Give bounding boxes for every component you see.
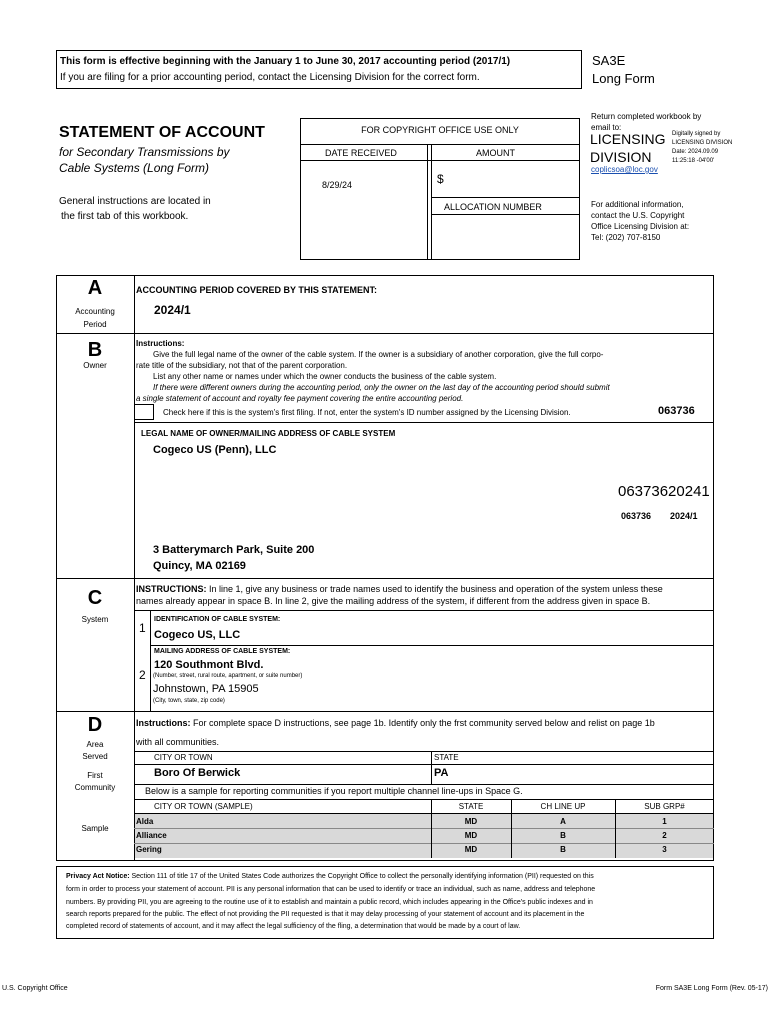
date-received-value: 8/29/24	[322, 180, 353, 190]
space-d-instr-bold: Instructions:	[136, 718, 191, 728]
space-d-instr2: with all communities.	[136, 737, 220, 747]
sample-row-lineup: B	[560, 845, 566, 854]
sample-header-city: CITY OR TOWN (SAMPLE)	[154, 802, 253, 811]
sample-row-state: MD	[464, 831, 478, 840]
owner-id-small: 063736	[621, 511, 652, 521]
owner-address1: 3 Batterymarch Park, Suite 200	[153, 544, 315, 556]
return-line2: email to:	[591, 123, 622, 132]
sample-row-subgrp: 2	[662, 831, 667, 840]
owner-period-small: 2024/1	[670, 511, 698, 521]
sample-header-subgrp: SUB GRP#	[644, 802, 685, 811]
space-b-letter: B	[87, 339, 103, 361]
space-d-instr-rest: For complete space D instructions, see page 1b. Identify only the frst community served below and relist on page 1b	[190, 718, 655, 728]
first-filing-checkbox[interactable]	[134, 404, 154, 420]
contact-line1: For additional information,	[591, 200, 684, 209]
privacy-line1	[66, 873, 594, 880]
privacy-line4: search reports prepared for the public. The effect of not providing the PII requested is that it may delay processing of your statement of account and its placement in the	[66, 911, 585, 918]
system-street: 120 Southmont Blvd.	[154, 659, 264, 671]
space-b-instr3: List any other name or names under which the owner conducts the business of the cable system.	[153, 372, 497, 381]
system-city: Johnstown, PA 15905	[153, 683, 259, 695]
state-label: STATE	[434, 753, 459, 762]
sample-header-chlineup: CH LINE UP	[540, 802, 586, 811]
space-d-label4: Community	[74, 783, 116, 792]
system-id-value: 063736	[658, 405, 695, 417]
owner-address2: Quincy, MA 02169	[153, 560, 246, 572]
contact-line4: Tel: (202) 707-8150	[591, 233, 661, 242]
city-or-town-label: CITY OR TOWN	[154, 753, 213, 762]
signature-meta1: Digitally signed by	[672, 131, 721, 137]
ident-label: IDENTIFICATION OF CABLE SYSTEM:	[154, 616, 281, 623]
signature-meta4: 11:25:18 -04'00'	[672, 158, 715, 164]
space-a-label1: Accounting	[75, 307, 115, 316]
space-a-letter: A	[87, 277, 103, 299]
line2-number: 2	[139, 668, 146, 682]
first-community-state: PA	[434, 767, 449, 779]
space-d-letter: D	[87, 714, 103, 736]
street-hint: (Number, street, rural route, apartment, or suite number)	[153, 673, 303, 679]
page-title: STATEMENT OF ACCOUNT	[59, 124, 265, 141]
legal-name-label: LEGAL NAME OF OWNER/MAILING ADDRESS OF CABLE SYSTEM	[141, 429, 396, 438]
prior-period-line: If you are filing for a prior accounting period, contact the Licensing Division for the correct form.	[60, 72, 480, 83]
privacy-line1-text: Section 111 of title 17 of the United States Code authorizes the Copyright Office to collect the personally identifying information (PII) requested on this	[129, 873, 594, 880]
sample-row-lineup: B	[560, 831, 566, 840]
sample-row-state: MD	[464, 817, 478, 826]
first-filing-text: Check here if this is the system's first filing. If not, enter the system's ID number assigned by the Licensing Division.	[163, 408, 571, 417]
line1-number: 1	[139, 621, 146, 635]
accounting-period-value: 2024/1	[154, 303, 191, 317]
space-b-label: Owner	[83, 361, 107, 370]
title-sub1: for Secondary Transmissions by	[59, 145, 230, 159]
general-instr2: the first tab of this workbook.	[61, 211, 189, 222]
sample-header-state: STATE	[458, 802, 484, 811]
allocation-label: ALLOCATION NUMBER	[444, 202, 542, 212]
footer-right: Form SA3E Long Form (Rev. 05-17)	[655, 985, 768, 992]
general-instr1: General instructions are located in	[59, 196, 211, 207]
contact-line2: contact the U.S. Copyright	[591, 211, 685, 220]
mailing-label: MAILING ADDRESS OF CABLE SYSTEM:	[154, 648, 291, 655]
signature-word1: LICENSING	[590, 131, 666, 147]
space-a-label2: Period	[83, 320, 107, 329]
contact-line3: Office Licensing Division at:	[591, 222, 690, 231]
sample-row-city: Alliance	[136, 831, 167, 840]
space-d-label2: Served	[82, 752, 108, 761]
sample-row-lineup: A	[560, 817, 566, 826]
sample-label: Sample	[81, 824, 109, 833]
cable-system-name: Cogeco US, LLC	[154, 629, 241, 641]
space-b-instr-title: Instructions:	[136, 339, 185, 348]
sample-row-city: Gering	[136, 845, 162, 854]
form-code: SA3E	[592, 53, 626, 68]
space-c-instr1	[136, 584, 663, 594]
space-c-instr-rest: In line 1, give any business or trade names used to identify the business and operation of the system unless these	[206, 584, 663, 594]
amount-label: AMOUNT	[476, 148, 515, 158]
space-c-label: System	[81, 615, 109, 624]
date-received-label: DATE RECEIVED	[325, 148, 397, 158]
owner-big-id: 06373620241	[618, 483, 710, 500]
city-hint: (City, town, state, zip code)	[153, 698, 225, 704]
owner-name: Cogeco US (Penn), LLC	[153, 444, 277, 456]
sample-row-subgrp: 1	[662, 817, 667, 826]
privacy-line5: completed record of statements of account, and it may affect the legal sufficiency of the fling, a determination that would be made by a court of law.	[66, 923, 521, 930]
space-d-label3: First	[87, 771, 103, 780]
space-b-instr5: a single statement of account and royalty fee payment covering the entire accounting period.	[136, 394, 464, 403]
space-d-instr1	[136, 718, 655, 728]
signature-meta3: Date: 2024.09.09	[672, 149, 719, 155]
office-use-heading: FOR COPYRIGHT OFFICE USE ONLY	[361, 125, 519, 135]
privacy-bold: Privacy Act Notice:	[66, 873, 130, 880]
space-c-instr-bold: INSTRUCTIONS:	[136, 584, 207, 594]
space-d-label1: Area	[86, 740, 104, 749]
email-link[interactable]: coplicsoa@loc.gov	[591, 165, 658, 174]
amount-symbol: $	[437, 172, 444, 186]
footer-left: U.S. Copyright Office	[2, 985, 68, 992]
privacy-line3: numbers. By providing PII, you are agreeing to the routine use of it to establish and maintain a public record, which includes appearing in the Office's public indexes and in	[66, 899, 593, 906]
space-b-instr1: Give the full legal name of the owner of the cable system. If the owner is a subsidiary of another corporation, give the full corpo-	[153, 350, 604, 359]
effective-line: This form is effective beginning with the January 1 to June 30, 2017 accounting period (2017/1)	[60, 56, 511, 67]
sample-row-subgrp: 3	[662, 845, 667, 854]
space-a-heading: ACCOUNTING PERIOD COVERED BY THIS STATEMENT:	[136, 285, 378, 295]
privacy-line2: form in order to process your statement of account. PII is any personal information that can be used to identify or trace an individual, such as name, address and telephone	[66, 886, 596, 893]
space-b-instr2: rate title of the subsidiary, not that of the parent corporation.	[136, 361, 348, 370]
first-community-city: Boro Of Berwick	[154, 767, 241, 779]
form-type: Long Form	[592, 71, 655, 86]
title-sub2: Cable Systems (Long Form)	[59, 161, 210, 175]
signature-word2: DIVISION	[590, 149, 652, 165]
return-line1: Return completed workbook by	[591, 112, 702, 121]
space-c-instr2: names already appear in space B. In line 2, give the mailing address of the system, if different from the address given in space B.	[136, 596, 651, 606]
space-c-letter: C	[87, 587, 103, 609]
signature-meta2: LICENSING DIVISION	[672, 140, 733, 146]
sample-note: Below is a sample for reporting communities if you report multiple channel line-ups in Space G.	[145, 786, 523, 796]
sample-row-state: MD	[464, 845, 478, 854]
sample-row-city: Alda	[136, 817, 154, 826]
space-b-instr4: If there were different owners during the accounting period, only the owner on the last day of the accounting period should submit	[153, 383, 610, 392]
